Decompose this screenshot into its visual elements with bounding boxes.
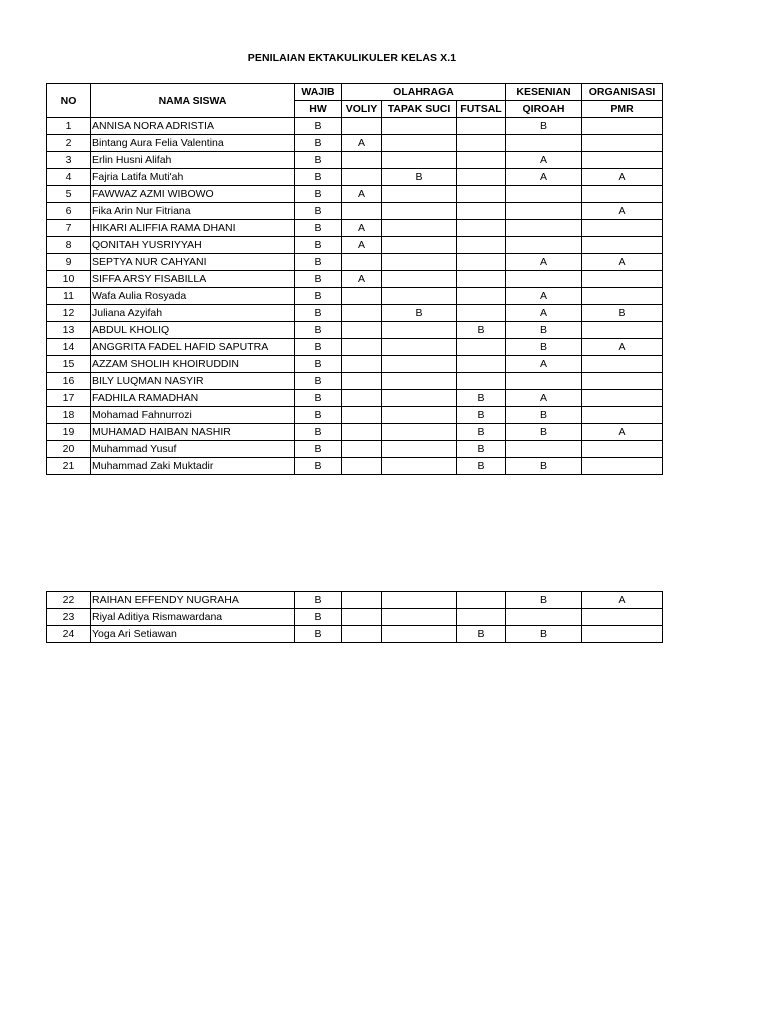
- cell-pmr: A: [582, 254, 663, 271]
- cell-voliy: [342, 305, 382, 322]
- cell-tapak-suci: [382, 339, 457, 356]
- cell-voliy: [342, 592, 382, 609]
- table-row: [47, 609, 663, 626]
- cell-no: 2: [47, 135, 91, 152]
- cell-name: HIKARI ALIFFIA RAMA DHANI: [91, 220, 295, 237]
- header-futsal: FUTSAL: [457, 101, 506, 118]
- cell-qiroah: [506, 135, 582, 152]
- cell-hw: B: [295, 441, 342, 458]
- cell-pmr: A: [582, 203, 663, 220]
- cell-pmr: [582, 356, 663, 373]
- cell-name: FADHILA RAMADHAN: [91, 390, 295, 407]
- cell-tapak-suci: [382, 135, 457, 152]
- cell-pmr: [582, 271, 663, 288]
- cell-hw: B: [295, 356, 342, 373]
- header-row-top: [47, 84, 663, 101]
- table-row: [47, 288, 663, 305]
- cell-no: 22: [47, 592, 91, 609]
- table-row: [47, 220, 663, 237]
- cell-qiroah: B: [506, 458, 582, 475]
- cell-no: 1: [47, 118, 91, 135]
- cell-hw: B: [295, 186, 342, 203]
- cell-hw: B: [295, 626, 342, 643]
- cell-futsal: B: [457, 441, 506, 458]
- cell-voliy: [342, 424, 382, 441]
- cell-pmr: A: [582, 592, 663, 609]
- cell-tapak-suci: [382, 626, 457, 643]
- cell-no: 21: [47, 458, 91, 475]
- cell-qiroah: [506, 373, 582, 390]
- cell-tapak-suci: [382, 458, 457, 475]
- cell-tapak-suci: [382, 152, 457, 169]
- cell-futsal: [457, 135, 506, 152]
- cell-qiroah: B: [506, 118, 582, 135]
- cell-hw: B: [295, 339, 342, 356]
- cell-qiroah: A: [506, 356, 582, 373]
- cell-qiroah: [506, 609, 582, 626]
- cell-voliy: [342, 356, 382, 373]
- cell-tapak-suci: [382, 322, 457, 339]
- cell-no: 10: [47, 271, 91, 288]
- header-wajib: WAJIB: [295, 84, 342, 101]
- cell-qiroah: [506, 203, 582, 220]
- cell-futsal: [457, 373, 506, 390]
- table-row: [47, 254, 663, 271]
- cell-name: Mohamad Fahnurrozi: [91, 407, 295, 424]
- cell-tapak-suci: [382, 441, 457, 458]
- cell-voliy: [342, 169, 382, 186]
- cell-qiroah: [506, 186, 582, 203]
- cell-voliy: [342, 609, 382, 626]
- cell-qiroah: B: [506, 339, 582, 356]
- table-row: [47, 626, 663, 643]
- cell-qiroah: A: [506, 152, 582, 169]
- cell-futsal: [457, 186, 506, 203]
- cell-futsal: [457, 254, 506, 271]
- cell-voliy: [342, 626, 382, 643]
- cell-voliy: [342, 390, 382, 407]
- cell-qiroah: A: [506, 254, 582, 271]
- cell-name: Bintang Aura Felia Valentina: [91, 135, 295, 152]
- cell-name: SEPTYA NUR CAHYANI: [91, 254, 295, 271]
- cell-futsal: B: [457, 322, 506, 339]
- assessment-table: [46, 83, 663, 475]
- header-qiroah: QIROAH: [506, 101, 582, 118]
- cell-name: Fika Arin Nur Fitriana: [91, 203, 295, 220]
- table-row: [47, 169, 663, 186]
- assessment-table-continued: [46, 591, 663, 643]
- cell-hw: B: [295, 305, 342, 322]
- table-row: [47, 135, 663, 152]
- cell-futsal: [457, 271, 506, 288]
- cell-futsal: [457, 339, 506, 356]
- cell-tapak-suci: [382, 220, 457, 237]
- cell-qiroah: A: [506, 390, 582, 407]
- cell-name: Fajria Latifa Muti'ah: [91, 169, 295, 186]
- cell-no: 16: [47, 373, 91, 390]
- cell-no: 18: [47, 407, 91, 424]
- cell-hw: B: [295, 254, 342, 271]
- cell-qiroah: [506, 441, 582, 458]
- table-row: [47, 271, 663, 288]
- cell-tapak-suci: [382, 288, 457, 305]
- cell-no: 20: [47, 441, 91, 458]
- cell-voliy: [342, 339, 382, 356]
- table-body-continued: [47, 592, 663, 643]
- cell-futsal: B: [457, 626, 506, 643]
- cell-pmr: [582, 407, 663, 424]
- cell-hw: B: [295, 118, 342, 135]
- cell-name: Wafa Aulia Rosyada: [91, 288, 295, 305]
- cell-futsal: [457, 152, 506, 169]
- cell-tapak-suci: [382, 186, 457, 203]
- cell-pmr: [582, 390, 663, 407]
- cell-futsal: B: [457, 407, 506, 424]
- cell-tapak-suci: B: [382, 169, 457, 186]
- header-tapak-suci: TAPAK SUCI: [382, 101, 457, 118]
- cell-hw: B: [295, 288, 342, 305]
- cell-voliy: [342, 288, 382, 305]
- cell-futsal: [457, 237, 506, 254]
- cell-name: Muhammad Yusuf: [91, 441, 295, 458]
- header-no: NO: [47, 84, 91, 118]
- cell-no: 12: [47, 305, 91, 322]
- cell-hw: B: [295, 220, 342, 237]
- cell-voliy: A: [342, 186, 382, 203]
- cell-tapak-suci: [382, 203, 457, 220]
- cell-no: 24: [47, 626, 91, 643]
- table-row: [47, 237, 663, 254]
- cell-voliy: A: [342, 135, 382, 152]
- cell-no: 9: [47, 254, 91, 271]
- cell-qiroah: B: [506, 407, 582, 424]
- cell-futsal: [457, 609, 506, 626]
- cell-name: AZZAM SHOLIH KHOIRUDDIN: [91, 356, 295, 373]
- cell-tapak-suci: [382, 118, 457, 135]
- table-row: [47, 592, 663, 609]
- table-row: [47, 305, 663, 322]
- cell-pmr: [582, 609, 663, 626]
- cell-voliy: [342, 203, 382, 220]
- cell-name: FAWWAZ AZMI WIBOWO: [91, 186, 295, 203]
- cell-tapak-suci: [382, 592, 457, 609]
- cell-tapak-suci: [382, 356, 457, 373]
- cell-tapak-suci: [382, 271, 457, 288]
- cell-voliy: [342, 322, 382, 339]
- cell-qiroah: [506, 237, 582, 254]
- cell-no: 19: [47, 424, 91, 441]
- cell-tapak-suci: [382, 407, 457, 424]
- header-organisasi: ORGANISASI: [582, 84, 663, 101]
- cell-tapak-suci: [382, 390, 457, 407]
- cell-no: 6: [47, 203, 91, 220]
- cell-hw: B: [295, 203, 342, 220]
- cell-pmr: [582, 186, 663, 203]
- cell-futsal: B: [457, 458, 506, 475]
- cell-no: 11: [47, 288, 91, 305]
- cell-tapak-suci: [382, 424, 457, 441]
- table-row: [47, 152, 663, 169]
- table-row: [47, 322, 663, 339]
- cell-hw: B: [295, 424, 342, 441]
- cell-qiroah: A: [506, 288, 582, 305]
- cell-hw: B: [295, 592, 342, 609]
- cell-voliy: A: [342, 237, 382, 254]
- cell-futsal: [457, 592, 506, 609]
- table-row: [47, 203, 663, 220]
- cell-pmr: [582, 152, 663, 169]
- cell-hw: B: [295, 271, 342, 288]
- cell-qiroah: B: [506, 424, 582, 441]
- cell-no: 4: [47, 169, 91, 186]
- cell-no: 7: [47, 220, 91, 237]
- cell-name: ANNISA NORA ADRISTIA: [91, 118, 295, 135]
- cell-name: BILY LUQMAN NASYIR: [91, 373, 295, 390]
- cell-hw: B: [295, 237, 342, 254]
- cell-pmr: [582, 458, 663, 475]
- cell-no: 14: [47, 339, 91, 356]
- cell-no: 17: [47, 390, 91, 407]
- cell-hw: B: [295, 169, 342, 186]
- cell-pmr: [582, 118, 663, 135]
- cell-futsal: B: [457, 424, 506, 441]
- cell-pmr: B: [582, 305, 663, 322]
- cell-name: Juliana Azyifah: [91, 305, 295, 322]
- cell-qiroah: [506, 220, 582, 237]
- cell-qiroah: B: [506, 592, 582, 609]
- cell-hw: B: [295, 407, 342, 424]
- table-row: [47, 390, 663, 407]
- cell-tapak-suci: B: [382, 305, 457, 322]
- cell-tapak-suci: [382, 609, 457, 626]
- cell-name: ABDUL KHOLIQ: [91, 322, 295, 339]
- cell-futsal: [457, 288, 506, 305]
- cell-voliy: [342, 407, 382, 424]
- table-row: [47, 458, 663, 475]
- cell-no: 13: [47, 322, 91, 339]
- cell-name: Yoga Ari Setiawan: [91, 626, 295, 643]
- cell-name: RAIHAN EFFENDY NUGRAHA: [91, 592, 295, 609]
- cell-hw: B: [295, 609, 342, 626]
- cell-pmr: [582, 441, 663, 458]
- cell-futsal: [457, 356, 506, 373]
- cell-futsal: [457, 305, 506, 322]
- cell-no: 5: [47, 186, 91, 203]
- cell-hw: B: [295, 135, 342, 152]
- cell-name: MUHAMAD HAIBAN NASHIR: [91, 424, 295, 441]
- header-olahraga: OLAHRAGA: [342, 84, 506, 101]
- cell-tapak-suci: [382, 254, 457, 271]
- cell-voliy: A: [342, 271, 382, 288]
- table-row: [47, 373, 663, 390]
- cell-hw: B: [295, 373, 342, 390]
- header-hw: HW: [295, 101, 342, 118]
- cell-qiroah: B: [506, 626, 582, 643]
- cell-name: Riyal Aditiya Rismawardana: [91, 609, 295, 626]
- table-row: [47, 186, 663, 203]
- cell-no: 15: [47, 356, 91, 373]
- table-row: [47, 356, 663, 373]
- table-body: [47, 118, 663, 475]
- table-row: [47, 441, 663, 458]
- cell-hw: B: [295, 458, 342, 475]
- cell-voliy: [342, 118, 382, 135]
- cell-futsal: [457, 169, 506, 186]
- cell-voliy: [342, 441, 382, 458]
- cell-qiroah: B: [506, 322, 582, 339]
- header-pmr: PMR: [582, 101, 663, 118]
- cell-name: Muhammad Zaki Muktadir: [91, 458, 295, 475]
- cell-pmr: A: [582, 169, 663, 186]
- cell-pmr: A: [582, 339, 663, 356]
- cell-name: QONITAH YUSRIYYAH: [91, 237, 295, 254]
- cell-tapak-suci: [382, 237, 457, 254]
- cell-qiroah: A: [506, 305, 582, 322]
- table-row: [47, 407, 663, 424]
- cell-pmr: [582, 135, 663, 152]
- cell-voliy: A: [342, 220, 382, 237]
- cell-name: Erlin Husni Alifah: [91, 152, 295, 169]
- page-title: PENILAIAN EKTAKULIKULER KELAS X.1: [247, 52, 457, 64]
- header-nama-siswa: NAMA SISWA: [91, 84, 295, 118]
- cell-futsal: B: [457, 390, 506, 407]
- cell-name: ANGGRITA FADEL HAFID SAPUTRA: [91, 339, 295, 356]
- cell-no: 23: [47, 609, 91, 626]
- cell-no: 3: [47, 152, 91, 169]
- header-voliy: VOLIY: [342, 101, 382, 118]
- cell-hw: B: [295, 390, 342, 407]
- cell-qiroah: A: [506, 169, 582, 186]
- cell-tapak-suci: [382, 373, 457, 390]
- cell-futsal: [457, 118, 506, 135]
- cell-pmr: [582, 322, 663, 339]
- table-row: [47, 424, 663, 441]
- cell-voliy: [342, 152, 382, 169]
- cell-futsal: [457, 220, 506, 237]
- cell-pmr: A: [582, 424, 663, 441]
- cell-qiroah: [506, 271, 582, 288]
- cell-name: SIFFA ARSY FISABILLA: [91, 271, 295, 288]
- cell-voliy: [342, 373, 382, 390]
- cell-pmr: [582, 220, 663, 237]
- cell-pmr: [582, 288, 663, 305]
- cell-pmr: [582, 237, 663, 254]
- cell-pmr: [582, 373, 663, 390]
- table-row: [47, 339, 663, 356]
- cell-hw: B: [295, 152, 342, 169]
- header-kesenian: KESENIAN: [506, 84, 582, 101]
- cell-futsal: [457, 203, 506, 220]
- cell-voliy: [342, 254, 382, 271]
- cell-pmr: [582, 626, 663, 643]
- table-row: [47, 118, 663, 135]
- cell-voliy: [342, 458, 382, 475]
- cell-hw: B: [295, 322, 342, 339]
- cell-no: 8: [47, 237, 91, 254]
